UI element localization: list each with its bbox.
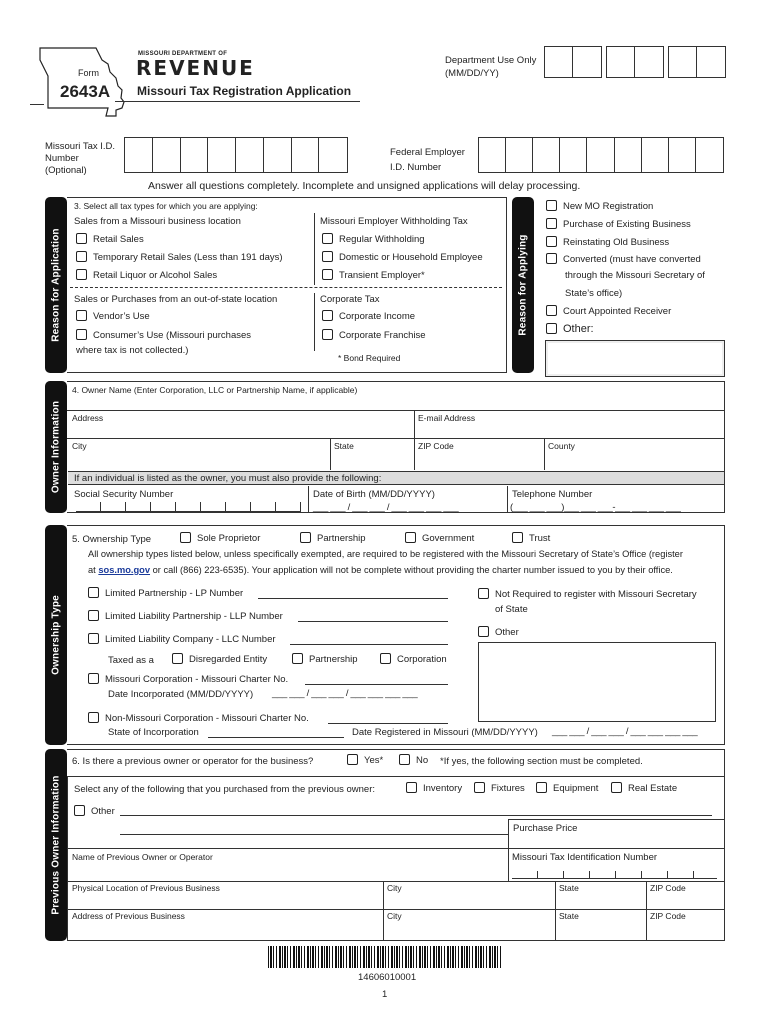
new-mo-label: New MO Registration xyxy=(563,201,654,212)
tax-partnership-checkbox[interactable] xyxy=(292,653,303,664)
sales-heading: Sales from a Missouri business location xyxy=(74,216,241,227)
outofstate-heading: Sales or Purchases from an out-of-state location xyxy=(74,294,278,305)
corp-heading: Corporate Tax xyxy=(320,294,380,305)
transient-option[interactable] xyxy=(322,269,425,281)
non-mo-corp-checkbox[interactable] xyxy=(88,712,99,723)
new-mo-checkbox[interactable] xyxy=(546,200,557,211)
section3-column-divider-2 xyxy=(314,293,315,351)
prev-owner-no-checkbox[interactable] xyxy=(399,754,410,765)
individual-note: If an individual is listed as the owner, you must also provide the following: xyxy=(74,473,382,484)
disregarded-label: Disregarded Entity xyxy=(189,654,268,665)
fein-line1: Federal Employer xyxy=(390,147,465,158)
prev-address-state-label: State xyxy=(559,911,579,921)
section3-dashed-divider xyxy=(70,287,502,288)
dept-use-label xyxy=(445,55,536,81)
prev-address-city-label: City xyxy=(387,911,402,921)
prev-mo-tax-id-input[interactable] xyxy=(512,871,717,879)
state-incorp-label: State of Incorporation xyxy=(108,727,199,738)
partnership-checkbox[interactable] xyxy=(300,532,311,543)
form-title: Missouri Tax Registration Application xyxy=(137,84,352,98)
ownership-other-option[interactable] xyxy=(478,626,519,638)
ownership-other-checkbox[interactable] xyxy=(478,626,489,637)
section3-column-divider xyxy=(314,213,315,285)
dob-input[interactable]: ___ ___ / ___ ___ / ___ ___ ___ ___ xyxy=(313,502,459,513)
sidebar-reason-for-application-label: Reason for Application xyxy=(50,228,62,342)
lp-checkbox[interactable] xyxy=(88,587,99,598)
owner-state-label: State xyxy=(334,441,354,451)
converted-option[interactable] xyxy=(546,253,701,265)
real-estate-checkbox[interactable] xyxy=(611,782,622,793)
not-required-label-2: of State xyxy=(495,604,528,615)
form-number: 2643A xyxy=(60,82,111,101)
retail-sales-label: Retail Sales xyxy=(93,234,144,245)
tax-corporation-checkbox[interactable] xyxy=(380,653,391,664)
owner-zip-label: ZIP Code xyxy=(418,441,454,451)
reason-other-checkbox[interactable] xyxy=(546,323,557,334)
state-zip-divider xyxy=(414,438,415,470)
owner-row-divider-1 xyxy=(67,410,725,411)
dept-use-line1: Department Use Only xyxy=(445,55,537,66)
purchase-price-top xyxy=(508,819,725,820)
lp-number-input[interactable] xyxy=(258,598,448,599)
sole-option[interactable] xyxy=(180,532,260,544)
regular-withholding-option[interactable] xyxy=(322,233,425,245)
purchased-other-option[interactable] xyxy=(74,805,115,817)
purchase-price-divider xyxy=(508,819,509,881)
non-mo-corp-option[interactable] xyxy=(88,712,309,724)
prev-address-zip-label: ZIP Code xyxy=(650,911,686,921)
trust-checkbox[interactable] xyxy=(512,532,523,543)
barcode xyxy=(268,946,502,968)
purchased-other-label: Other xyxy=(91,806,115,817)
regular-withholding-checkbox[interactable] xyxy=(322,233,333,244)
purchased-other-input-2[interactable] xyxy=(120,834,508,835)
llp-checkbox[interactable] xyxy=(88,610,99,621)
reason-other-option[interactable] xyxy=(546,323,594,335)
prev-owner-yes-checkbox[interactable] xyxy=(347,754,358,765)
dept-use-line2: (MM/DD/YY) xyxy=(445,67,499,79)
sos-note-at: at xyxy=(88,565,96,575)
sidebar-owner-information xyxy=(45,381,67,513)
consumers-use-checkbox[interactable] xyxy=(76,329,87,340)
temp-retail-option[interactable] xyxy=(76,251,283,263)
government-option[interactable] xyxy=(405,532,474,544)
trust-option[interactable] xyxy=(512,532,550,544)
ownership-other-input[interactable] xyxy=(478,642,716,722)
sidebar-previous-owner-information-label: Previous Owner Information xyxy=(50,775,62,915)
government-label: Government xyxy=(422,533,475,544)
date-incorp-input[interactable]: ___ ___ / ___ ___ / ___ ___ ___ ___ xyxy=(272,688,418,699)
phys-city-label: City xyxy=(387,883,402,893)
court-checkbox[interactable] xyxy=(546,305,557,316)
disregarded-option[interactable] xyxy=(172,653,267,665)
prev-owner-no-option[interactable] xyxy=(399,754,428,766)
sole-checkbox[interactable] xyxy=(180,532,191,543)
not-required-option[interactable] xyxy=(478,588,697,600)
mo-tax-id-line2: Number xyxy=(45,152,79,164)
purchased-other-input[interactable] xyxy=(120,815,712,816)
page-number: 1 xyxy=(382,989,388,1000)
converted-checkbox[interactable] xyxy=(546,253,557,264)
phone-label: Telephone Number xyxy=(512,489,593,500)
address-label: Address xyxy=(72,413,104,423)
temp-retail-checkbox[interactable] xyxy=(76,251,87,262)
date-registered-label: Date Registered in Missouri (MM/DD/YYYY) xyxy=(352,727,538,738)
corp-franchise-checkbox[interactable] xyxy=(322,329,333,340)
reinstating-checkbox[interactable] xyxy=(546,236,557,247)
bond-note: * Bond Required xyxy=(338,353,401,363)
prev-city-divider-1 xyxy=(383,881,384,941)
date-registered-input[interactable]: ___ ___ / ___ ___ / ___ ___ ___ ___ xyxy=(552,726,698,737)
owner-row-divider-2 xyxy=(67,438,725,439)
sos-note-line2 xyxy=(88,565,673,575)
state-incorp-input[interactable] xyxy=(208,737,344,738)
government-checkbox[interactable] xyxy=(405,532,416,543)
email-label: E-mail Address xyxy=(418,413,476,423)
sidebar-ownership-type-label: Ownership Type xyxy=(50,595,62,675)
converted-label: Converted (must have converted xyxy=(563,254,701,265)
tax-partnership-label: Partnership xyxy=(309,654,358,665)
retail-sales-option[interactable] xyxy=(76,233,144,245)
not-required-checkbox[interactable] xyxy=(478,588,489,599)
prev-mo-tax-id-label: Missouri Tax Identification Number xyxy=(512,852,658,863)
sos-note-rest: or call (866) 223-6535). Your application will not be complete without providing the charter number issued to you by their office. xyxy=(152,565,673,575)
purchased-other-checkbox[interactable] xyxy=(74,805,85,816)
owner-county-label: County xyxy=(548,441,575,451)
llc-checkbox[interactable] xyxy=(88,633,99,644)
reason-other-input[interactable] xyxy=(545,340,725,377)
ssn-label: Social Security Number xyxy=(74,489,174,500)
partnership-option[interactable] xyxy=(300,532,366,544)
mo-tax-id-line1: Missouri Tax I.D. xyxy=(45,141,116,152)
transient-label: Transient Employer* xyxy=(339,270,425,281)
title-underline xyxy=(115,101,360,102)
llc-option[interactable] xyxy=(88,633,276,645)
phys-zip-label: ZIP Code xyxy=(650,883,686,893)
prev-owner-name-label: Name of Previous Owner or Operator xyxy=(72,852,213,862)
converted-label-3: State’s office) xyxy=(565,288,623,299)
dept-use-date-boxes-3 xyxy=(668,46,726,78)
city-state-divider xyxy=(330,438,331,470)
owner-city-label: City xyxy=(72,441,87,451)
disregarded-checkbox[interactable] xyxy=(172,653,183,664)
reinstating-label: Reinstating Old Business xyxy=(563,237,670,248)
sos-link[interactable]: sos.mo.gov xyxy=(98,565,151,575)
llc-label: Limited Liability Company - LLC Number xyxy=(105,634,276,645)
fein-line2: I.D. Number xyxy=(390,162,442,174)
real-estate-option[interactable] xyxy=(611,782,677,794)
select-purchased-label: Select any of the following that you purchased from the previous owner: xyxy=(74,784,376,795)
domestic-checkbox[interactable] xyxy=(322,251,333,262)
owner-name-label: 4. Owner Name (Enter Corporation, LLC or Partnership Name, if applicable) xyxy=(72,385,358,395)
inventory-checkbox[interactable] xyxy=(406,782,417,793)
fixtures-label: Fixtures xyxy=(491,783,525,794)
sidebar-ownership-type xyxy=(45,525,67,745)
non-mo-corp-label: Non-Missouri Corporation - Missouri Charter No. xyxy=(105,713,309,724)
converted-label-2: through the Missouri Secretary of xyxy=(565,270,705,281)
sole-label: Sole Proprietor xyxy=(197,533,261,544)
llp-option[interactable] xyxy=(88,610,283,622)
phys-location-label: Physical Location of Previous Business xyxy=(72,883,220,893)
llc-number-input[interactable] xyxy=(290,644,448,645)
corp-franchise-label: Corporate Franchise xyxy=(339,330,426,341)
transient-checkbox[interactable] xyxy=(322,269,333,280)
sidebar-reason-for-applying-label: Reason for Applying xyxy=(517,234,529,336)
corp-income-label: Corporate Income xyxy=(339,311,416,322)
ssn-dob-divider xyxy=(308,486,309,512)
llp-number-input[interactable] xyxy=(298,621,448,622)
dept-use-date-boxes-2 xyxy=(606,46,664,78)
ownership-heading: 5. Ownership Type xyxy=(72,534,152,545)
form-label: Form xyxy=(78,68,99,78)
prev-owner-no-label: No xyxy=(416,755,429,766)
withholding-heading: Missouri Employer Withholding Tax xyxy=(320,216,468,227)
dob-label: Date of Birth (MM/DD/YYYY) xyxy=(313,489,435,500)
sidebar-reason-for-applying xyxy=(512,197,534,373)
consumers-use-label: Consumer’s Use (Missouri purchases xyxy=(93,330,252,341)
purchase-existing-checkbox[interactable] xyxy=(546,218,557,229)
real-estate-label: Real Estate xyxy=(628,783,678,794)
lp-option[interactable] xyxy=(88,587,243,599)
taxed-as-label: Taxed as a xyxy=(108,655,154,666)
prev-zip-divider-1 xyxy=(646,881,647,941)
retail-sales-checkbox[interactable] xyxy=(76,233,87,244)
dept-small-text: MISSOURI DEPARTMENT OF xyxy=(138,51,228,57)
vendors-use-label: Vendor’s Use xyxy=(93,311,150,322)
phone-input[interactable]: (___ ___ ___)___ ___ ___-___ ___ ___ ___ xyxy=(510,502,681,513)
trust-label: Trust xyxy=(529,533,551,544)
corp-franchise-option[interactable] xyxy=(322,329,426,341)
purchase-existing-option[interactable] xyxy=(546,218,691,230)
ownership-other-label: Other xyxy=(495,627,519,638)
dob-phone-divider xyxy=(507,486,508,512)
sos-note-line1: All ownership types listed below, unless specifically exempted, are required to be registered with the Missouri Secretary of State’s Office (register xyxy=(88,549,683,559)
partnership-label: Partnership xyxy=(317,533,366,544)
tax-corporation-label: Corporation xyxy=(397,654,447,665)
mo-charter-input[interactable] xyxy=(305,684,448,685)
prev-row-divider-2 xyxy=(67,848,725,849)
equipment-checkbox[interactable] xyxy=(536,782,547,793)
prev-row-divider-3 xyxy=(67,881,725,882)
inventory-option[interactable] xyxy=(406,782,462,794)
retail-liquor-option[interactable] xyxy=(76,269,217,281)
consumers-use-option[interactable] xyxy=(76,329,251,341)
tax-corporation-option[interactable] xyxy=(380,653,447,665)
previous-owner-question: 6. Is there a previous owner or operator for the business? xyxy=(72,756,314,767)
prev-row-divider-4 xyxy=(67,909,725,910)
llp-label: Limited Liability Partnership - LLP Number xyxy=(105,611,283,622)
date-incorp-label: Date Incorporated (MM/DD/YYYY) xyxy=(108,689,254,700)
instruction-text: Answer all questions completely. Incomplete and unsigned applications will delay processing. xyxy=(148,180,581,192)
inventory-label: Inventory xyxy=(423,783,463,794)
reinstating-option[interactable] xyxy=(546,236,669,248)
address-email-divider xyxy=(414,410,415,438)
dept-use-date-boxes xyxy=(544,46,602,78)
tax-partnership-option[interactable] xyxy=(292,653,358,665)
domestic-label: Domestic or Household Employee xyxy=(339,252,483,263)
corp-income-option[interactable] xyxy=(322,310,415,322)
corp-income-checkbox[interactable] xyxy=(322,310,333,321)
mo-corp-option[interactable] xyxy=(88,673,288,685)
equipment-option[interactable] xyxy=(536,782,598,794)
purchase-price-label: Purchase Price xyxy=(513,823,578,834)
if-yes-note: *If yes, the following section must be completed. xyxy=(440,756,643,767)
sidebar-owner-information-label: Owner Information xyxy=(50,400,62,494)
not-required-label: Not Required to register with Missouri Secretary xyxy=(495,589,697,600)
phys-state-label: State xyxy=(559,883,579,893)
equipment-label: Equipment xyxy=(553,783,599,794)
sidebar-reason-for-application xyxy=(45,197,67,373)
form-number-underline xyxy=(30,104,44,105)
court-option[interactable] xyxy=(546,305,671,317)
new-mo-option[interactable] xyxy=(546,200,653,212)
court-label: Court Appointed Receiver xyxy=(563,306,672,317)
zip-county-divider xyxy=(544,438,545,470)
prev-state-divider-1 xyxy=(555,881,556,941)
retail-liquor-checkbox[interactable] xyxy=(76,269,87,280)
barcode-number: 14606010001 xyxy=(358,972,417,983)
lp-label: Limited Partnership - LP Number xyxy=(105,588,244,599)
mo-tax-id-label xyxy=(45,141,115,177)
fixtures-checkbox[interactable] xyxy=(474,782,485,793)
dept-logo-wordmark: REVENUE xyxy=(136,56,255,80)
reason-other-label: Other: xyxy=(563,323,594,335)
consumers-use-label-2: where tax is not collected.) xyxy=(76,345,189,356)
fein-label xyxy=(390,145,465,175)
vendors-use-option[interactable] xyxy=(76,310,150,322)
mo-tax-id-line3: (Optional) xyxy=(45,164,87,176)
mo-corp-label: Missouri Corporation - Missouri Charter No. xyxy=(105,674,289,685)
prev-address-label: Address of Previous Business xyxy=(72,911,185,921)
section3-heading: 3. Select all tax types for which you are applying: xyxy=(74,201,258,211)
vendors-use-checkbox[interactable] xyxy=(76,310,87,321)
sidebar-previous-owner-information xyxy=(45,749,67,941)
prev-owner-yes-option[interactable] xyxy=(347,754,383,766)
regular-withholding-label: Regular Withholding xyxy=(339,234,425,245)
retail-liquor-label: Retail Liquor or Alcohol Sales xyxy=(93,270,218,281)
mo-corp-checkbox[interactable] xyxy=(88,673,99,684)
prev-owner-yes-label: Yes* xyxy=(364,755,384,766)
ssn-input[interactable] xyxy=(76,502,301,512)
non-mo-charter-input[interactable] xyxy=(328,723,448,724)
temp-retail-label: Temporary Retail Sales (Less than 191 days) xyxy=(93,252,283,263)
purchase-existing-label: Purchase of Existing Business xyxy=(563,219,691,230)
fein-input[interactable] xyxy=(478,137,724,173)
fixtures-option[interactable] xyxy=(474,782,525,794)
domestic-option[interactable] xyxy=(322,251,483,263)
mo-tax-id-input[interactable] xyxy=(124,137,348,173)
